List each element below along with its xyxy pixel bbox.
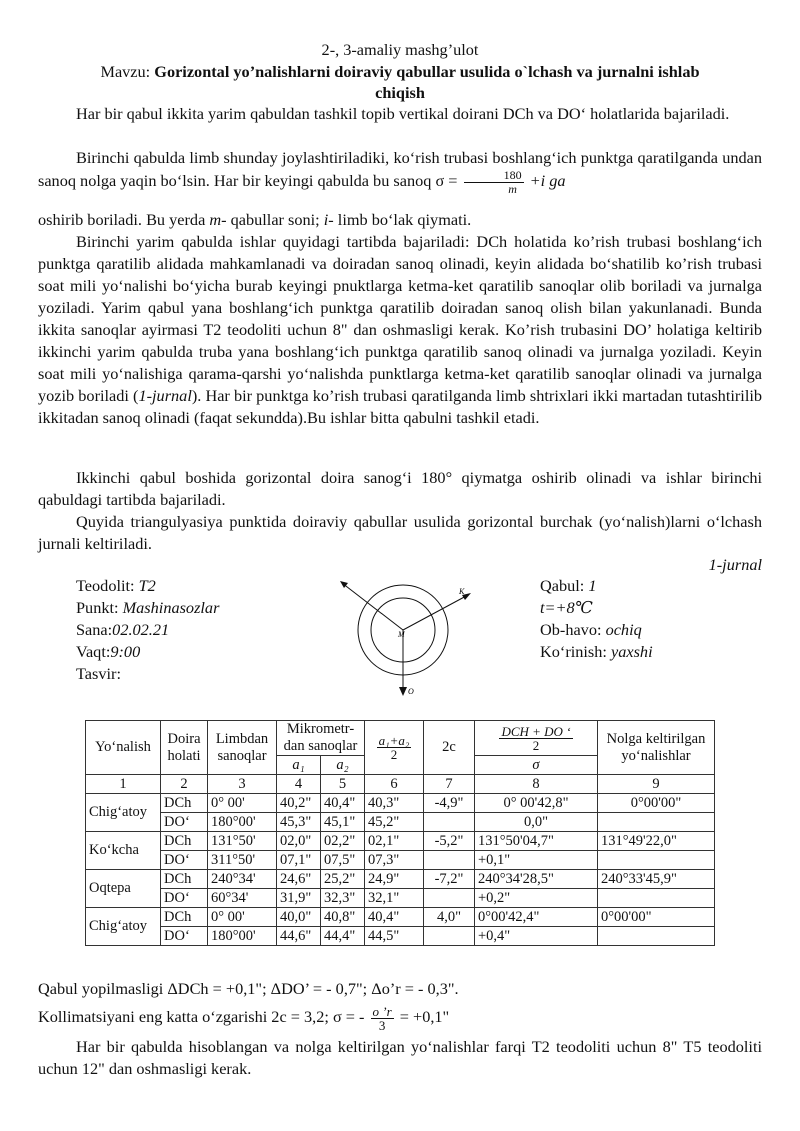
- meta-label: Qabul:: [540, 576, 589, 595]
- journal-label: [709, 555, 762, 575]
- col-number: 6: [365, 775, 424, 794]
- cell-limb: 131°50': [208, 832, 277, 851]
- col-number: 2: [161, 775, 208, 794]
- topic-title-continued: [38, 82, 762, 103]
- meta-theodolite: [76, 575, 156, 597]
- cell-a2: 40,8": [320, 908, 364, 927]
- mean-den: 2: [532, 737, 540, 753]
- meta-label: Teodolit:: [76, 576, 139, 595]
- table-row: [86, 794, 715, 813]
- meta-point: [76, 597, 219, 619]
- cell-average: 44,5": [365, 927, 424, 946]
- topic-title: Gorizontal yo’nalishlarni doiraviy qabullar usulida o`lchash va jurnalni ishlab: [154, 62, 700, 81]
- cell-reduced: 0°00'00": [598, 908, 715, 927]
- cell-limb: 311°50': [208, 851, 277, 870]
- cell-mean: +0,1": [475, 851, 598, 870]
- collimation-text: Kollimatsiyani eng katta o‘zgarishi 2c = 3,2; σ = -: [38, 1007, 365, 1027]
- cell-mean: +0,2": [475, 889, 598, 908]
- p3-journal-ref: 1-jurnal: [138, 386, 192, 405]
- cell-limb: 240°34': [208, 870, 277, 889]
- cell-average: 24,9": [365, 870, 424, 889]
- cell-position: DCh: [161, 870, 208, 889]
- cell-reduced: 131°49'22,0": [598, 832, 715, 851]
- fraction-numerator: 180: [464, 169, 524, 183]
- cell-mean: 131°50'04,7": [475, 832, 598, 851]
- cell-limb: 180°00': [208, 927, 277, 946]
- cell-mean: +0,4": [475, 927, 598, 946]
- cell-a1: 07,1": [277, 851, 321, 870]
- direction-line-k: [403, 595, 468, 630]
- cell-mean: 0°00'42,4": [475, 908, 598, 927]
- cell-a1: 40,0": [277, 908, 321, 927]
- cell-mean: 240°34'28,5": [475, 870, 598, 889]
- header-2c: 2c: [424, 721, 475, 775]
- cell-average: 32,1": [365, 889, 424, 908]
- meta-label: Vaqt:: [76, 642, 111, 661]
- cell-2c: [424, 851, 475, 870]
- meta-value: yaxshi: [611, 642, 653, 661]
- table-row: [86, 870, 715, 889]
- fraction-denominator: m: [508, 182, 517, 196]
- table-row: [86, 832, 715, 851]
- cell-2c: [424, 889, 475, 908]
- topic-label: Mavzu:: [100, 62, 155, 81]
- paragraph-4: Ikkinchi qabul boshida gorizontal doira sanog‘i 180° qiymatga oshirib olinadi va ishlar birinchi qabuldagi tartibda bajariladi.: [38, 468, 762, 509]
- meta-label: Tasvir:: [76, 664, 121, 683]
- table-row: [86, 889, 715, 908]
- header-mean: [475, 721, 598, 756]
- topic-title-end: chiqish: [375, 83, 425, 102]
- paragraph-1: Har bir qabul ikkita yarim qabuldan tashkil topib vertikal doirani DCh va DO‘ holatlarida bajariladi.: [76, 104, 730, 123]
- collim-num: o ’r: [372, 1004, 392, 1019]
- cell-2c: [424, 813, 475, 832]
- paragraph-2-text: Birinchi qabulda limb shunday joylashtiriladiki, ko‘rish trubasi boshlang‘ich punktga qaratilganda undan sanoq nolga yaqin bo‘lsin. Har bir keyingi qabulda bu sanoq σ =: [38, 148, 762, 191]
- table-row: [86, 851, 715, 870]
- header-limb: Limbdan sanoqlar: [208, 721, 277, 775]
- avg-den: 2: [390, 747, 398, 762]
- meta-value: Mashinasozlar: [122, 598, 220, 617]
- cell-position: DO‘: [161, 851, 208, 870]
- cell-a2: 32,3": [320, 889, 364, 908]
- col-number: 7: [424, 775, 475, 794]
- meta-value: 9:00: [110, 642, 141, 661]
- cell-reduced: [598, 889, 715, 908]
- topic-line: [38, 61, 762, 82]
- table-row: [86, 813, 715, 832]
- sigma-fraction: [464, 169, 524, 196]
- col-number: 3: [208, 775, 277, 794]
- header-a1: a₁: [277, 756, 321, 775]
- cell-average: 07,3": [365, 851, 424, 870]
- cell-reduced: [598, 851, 715, 870]
- cell-a1: 02,0": [277, 832, 321, 851]
- cell-average: 40,4": [365, 908, 424, 927]
- avg-fraction: [377, 734, 412, 761]
- cell-reduced: [598, 813, 715, 832]
- cell-reduced: 0°00'00": [598, 794, 715, 813]
- header-circle-position: Doira holati: [161, 721, 208, 775]
- header-reduced: Nolga keltirilgan yo‘nalishlar: [598, 721, 715, 775]
- final-paragraph: Har bir qabulda hisoblangan va nolga keltirilgan yo‘nalishlar farqi T2 teodoliti uchun 8" T5 teodoliti uchun 12" dan oshmasligi kerak.: [38, 1037, 762, 1078]
- meta-value: 1: [588, 576, 597, 595]
- cell-2c: 4,0": [424, 908, 475, 927]
- cell-a1: 40,2": [277, 794, 321, 813]
- p2-text-a: oshirib boriladi. Bu yerda: [38, 210, 210, 229]
- journal-label-text: 1-jurnal: [708, 555, 762, 574]
- cell-2c: -5,2": [424, 832, 475, 851]
- cell-position: DCh: [161, 908, 208, 927]
- cell-reduced: [598, 927, 715, 946]
- label-k: K: [459, 587, 465, 596]
- cell-limb: 0° 00': [208, 908, 277, 927]
- avg-num: a₁+a₂: [378, 733, 410, 748]
- meta-temperature: [540, 597, 593, 619]
- cell-a1: 44,6": [277, 927, 321, 946]
- header-direction: Yo‘nalish: [86, 721, 161, 775]
- cell-limb: 180°00': [208, 813, 277, 832]
- col-number: 1: [86, 775, 161, 794]
- arrow-head-o: [399, 687, 407, 696]
- label-o: O: [408, 687, 414, 696]
- table-row: [86, 927, 715, 946]
- cell-position: DO‘: [161, 927, 208, 946]
- cell-position: DO‘: [161, 889, 208, 908]
- cell-reduced: 240°33'45,9": [598, 870, 715, 889]
- meta-label: Sana:: [76, 620, 113, 639]
- meta-value: T2: [138, 576, 156, 595]
- header-micrometer: Mikrometr-dan sanoqlar: [277, 721, 365, 756]
- p2-text-b: qabullar soni;: [226, 210, 324, 229]
- direction-line-1: [342, 583, 403, 630]
- paragraph-3: [38, 231, 762, 429]
- cell-average: 45,2": [365, 813, 424, 832]
- meta-label: Punkt:: [76, 598, 123, 617]
- col-number: 5: [320, 775, 364, 794]
- meta-date: [76, 619, 169, 641]
- cell-limb: 60°34': [208, 889, 277, 908]
- cell-direction: Chig‘atoy: [86, 908, 161, 946]
- meta-value: t=+8℃: [540, 598, 593, 617]
- cell-2c: [424, 927, 475, 946]
- paragraph-2-tail: +i ga: [529, 171, 566, 191]
- cell-2c: -4,9": [424, 794, 475, 813]
- cell-mean: 0,0": [475, 813, 598, 832]
- collim-den: 3: [378, 1018, 386, 1033]
- p2-var-m: m-: [209, 210, 227, 229]
- cell-direction: Ko‘kcha: [86, 832, 161, 870]
- meta-time: [76, 641, 140, 663]
- col-number: 9: [598, 775, 715, 794]
- collimation-fraction: [371, 1005, 394, 1032]
- col-number: 4: [277, 775, 321, 794]
- cell-average: 40,3": [365, 794, 424, 813]
- meta-weather: [540, 619, 642, 641]
- column-number-row: [86, 775, 715, 794]
- table-row: [86, 908, 715, 927]
- collimation-line: [38, 1005, 762, 1032]
- col-number: 8: [475, 775, 598, 794]
- meta-round: [540, 575, 597, 597]
- cell-2c: -7,2": [424, 870, 475, 889]
- cell-position: DCh: [161, 794, 208, 813]
- cell-a1: 24,6": [277, 870, 321, 889]
- closure-line: Qabul yopilmasligi ΔDCh = +0,1"; ΔDO’ = - 0,7"; Δo’r = - 0,3".: [38, 979, 459, 998]
- cell-a1: 31,9": [277, 889, 321, 908]
- p3-text-b: ). Har bir punktga ko’rish trubasi qaratilganda limb shtrixlari ikki martadan tutashtirilib ikkitadan sanoq olinadi (faqat sekundda).Bu ishlar bitta qabulni tashkil etadi.: [38, 386, 763, 427]
- cell-a1: 45,3": [277, 813, 321, 832]
- cell-direction: Oqtepa: [86, 870, 161, 908]
- header-row-1: [86, 721, 715, 756]
- paragraph-2: [38, 147, 762, 196]
- meta-label: Ob-havo:: [540, 620, 606, 639]
- center-label: M: [398, 630, 405, 639]
- cell-direction: Chig‘atoy: [86, 794, 161, 832]
- cell-a2: 07,5": [320, 851, 364, 870]
- p2-text-c: limb bo‘lak qiymati.: [333, 210, 472, 229]
- mean-fraction: [499, 725, 572, 752]
- paragraph-5: Quyida triangulyasiya punktida doiraviy qabullar usulida gorizontal burchak (yo‘nalish)larni o‘lchash jurnali keltiriladi.: [38, 512, 762, 553]
- cell-average: 02,1": [365, 832, 424, 851]
- cell-mean: 0° 00'42,8": [475, 794, 598, 813]
- meta-label: Ko‘rinish:: [540, 642, 611, 661]
- cell-a2: 45,1": [320, 813, 364, 832]
- p2-var-i: i-: [323, 210, 334, 229]
- station-sketch: [328, 575, 478, 700]
- lesson-number: 2-, 3-amaliy mashg’ulot: [321, 40, 479, 59]
- header-average: [365, 721, 424, 775]
- observation-journal-table: [85, 720, 715, 946]
- cell-a2: 44,4": [320, 927, 364, 946]
- cell-limb: 0° 00': [208, 794, 277, 813]
- mean-num: DCH + DO ‘: [501, 723, 571, 739]
- cell-position: DO‘: [161, 813, 208, 832]
- cell-a2: 02,2": [320, 832, 364, 851]
- meta-visibility: [540, 641, 653, 663]
- p3-text-a: Birinchi yarim qabulda ishlar quyidagi tartibda bajariladi: DCh holatida ko’rish trubasi boshlang‘ich punktga qaratilib alidada mahkamlanadi va doiradan sanoq olinadi, keyin alidada bo‘shatilib ko’rish trubasi soat mili yo‘nalishi bo‘yicha burab keyingi pnuktlarga ketma-ket qaratilib sanoqlar olib boriladi va jurnalga yoziladi. Yarim qabul yana boshlang‘ich punktga qaratilib doiradan sanoq olish bilan yakunlanadi. Bunda ikkita sanoqlar ayirmasi T2 teodoliti uchun 8" dan oshmasligi kerak. Ko’rish trubasini DO’ holatiga keltirib ikkinchi yarim qabulda truba yana boshlang‘ich punktga qaratilib sanoq olinadi va jurnalga yoziladi. Keyin soat mili yo‘nalishiga qarama-qarshi yo‘nalishda punktlarga ketma-ket qaratilib sanoqlar olinadi va jurnalga yozib boriladi (: [38, 232, 762, 405]
- cell-a2: 25,2": [320, 870, 364, 889]
- meta-sketch: [76, 663, 121, 685]
- meta-value: ochiq: [605, 620, 642, 639]
- meta-value: 02.02.21: [112, 620, 170, 639]
- cell-a2: 40,4": [320, 794, 364, 813]
- cell-position: DCh: [161, 832, 208, 851]
- header-a2: a₂: [320, 756, 364, 775]
- collimation-result: = +0,1": [399, 1007, 450, 1027]
- paragraph-2-continued: [38, 209, 762, 231]
- header-sigma: σ: [475, 756, 598, 775]
